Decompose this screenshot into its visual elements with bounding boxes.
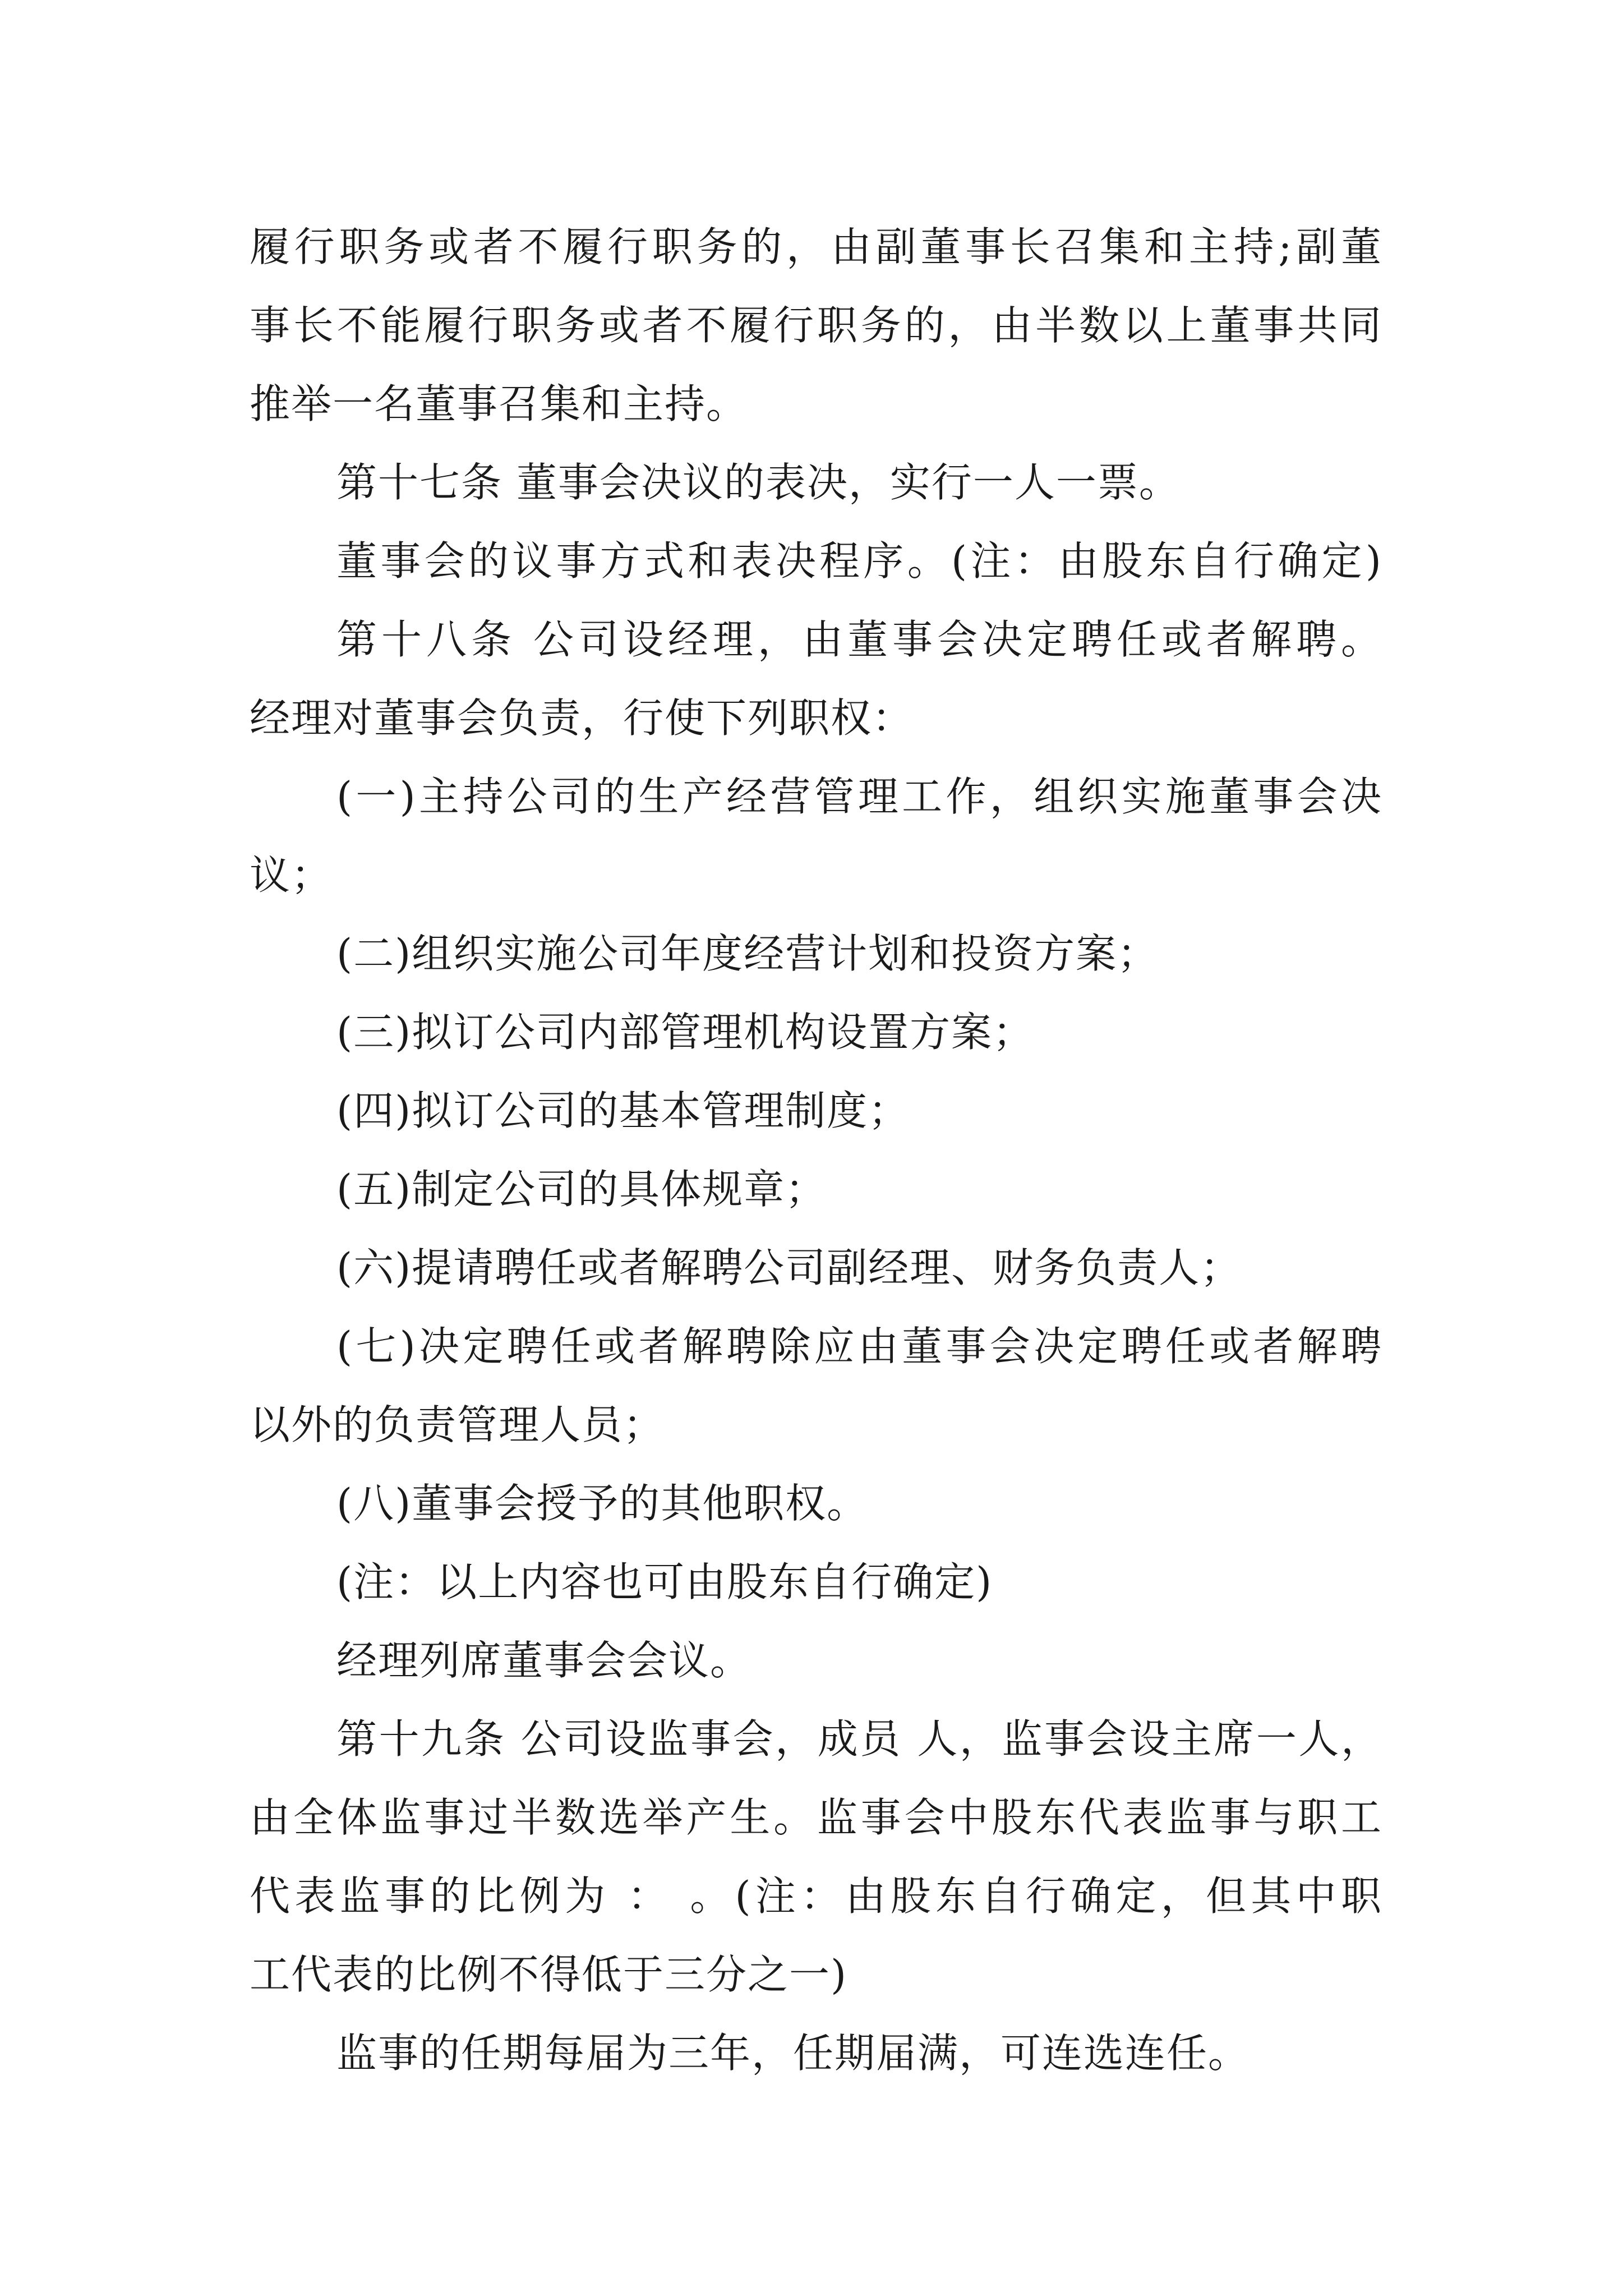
text-line: 议； — [250, 852, 333, 899]
text-line: 经理对董事会负责，行使下列职权： — [250, 694, 914, 742]
article-18-heading: 第十八条 公司设经理，由董事会决定聘任或者解聘。 — [336, 616, 1382, 663]
article-19-heading: 第十九条 公司设监事会，成员 人，监事会设主席一人， — [336, 1715, 1382, 1763]
text-line: 推举一名董事召集和主持。 — [250, 380, 748, 427]
text-line: 经理列席董事会会议。 — [336, 1637, 752, 1684]
text-line: 代表监事的比例为 ： 。(注：由股东自行确定，但其中职 — [250, 1872, 1382, 1920]
text-line: 由全体监事过半数选举产生。监事会中股东代表监事与职工 — [250, 1794, 1382, 1841]
list-item: (二)组织实施公司年度经营计划和投资方案； — [336, 930, 1159, 977]
list-item: (一)主持公司的生产经营管理工作，组织实施董事会决 — [336, 773, 1382, 820]
list-item: (八)董事会授予的其他职权。 — [336, 1480, 869, 1527]
text-line: 以外的负责管理人员； — [250, 1401, 665, 1448]
list-item: (七)决定聘任或者解聘除应由董事会决定聘任或者解聘 — [336, 1323, 1382, 1370]
list-item: (五)制定公司的具体规章； — [336, 1166, 827, 1213]
text-line: 董事会的议事方式和表决程序。(注：由股东自行确定) — [336, 537, 1382, 585]
text-line: 事长不能履行职务或者不履行职务的，由半数以上董事共同 — [250, 302, 1382, 349]
text-line: 监事的任期每届为三年，任期届满，可连选连任。 — [336, 2030, 1250, 2077]
note-line: (注：以上内容也可由股东自行确定) — [336, 1558, 993, 1605]
list-item: (三)拟订公司内部管理机构设置方案； — [336, 1009, 1035, 1056]
text-line: 工代表的比例不得低于三分之一) — [250, 1951, 848, 1998]
list-item: (四)拟订公司的基本管理制度； — [336, 1087, 910, 1134]
text-line: 履行职务或者不履行职务的，由副董事长召集和主持;副董 — [250, 223, 1382, 270]
list-item: (六)提请聘任或者解聘公司副经理、财务负责人； — [336, 1244, 1242, 1291]
article-17-heading: 第十七条 董事会决议的表决，实行一人一票。 — [336, 459, 1181, 506]
